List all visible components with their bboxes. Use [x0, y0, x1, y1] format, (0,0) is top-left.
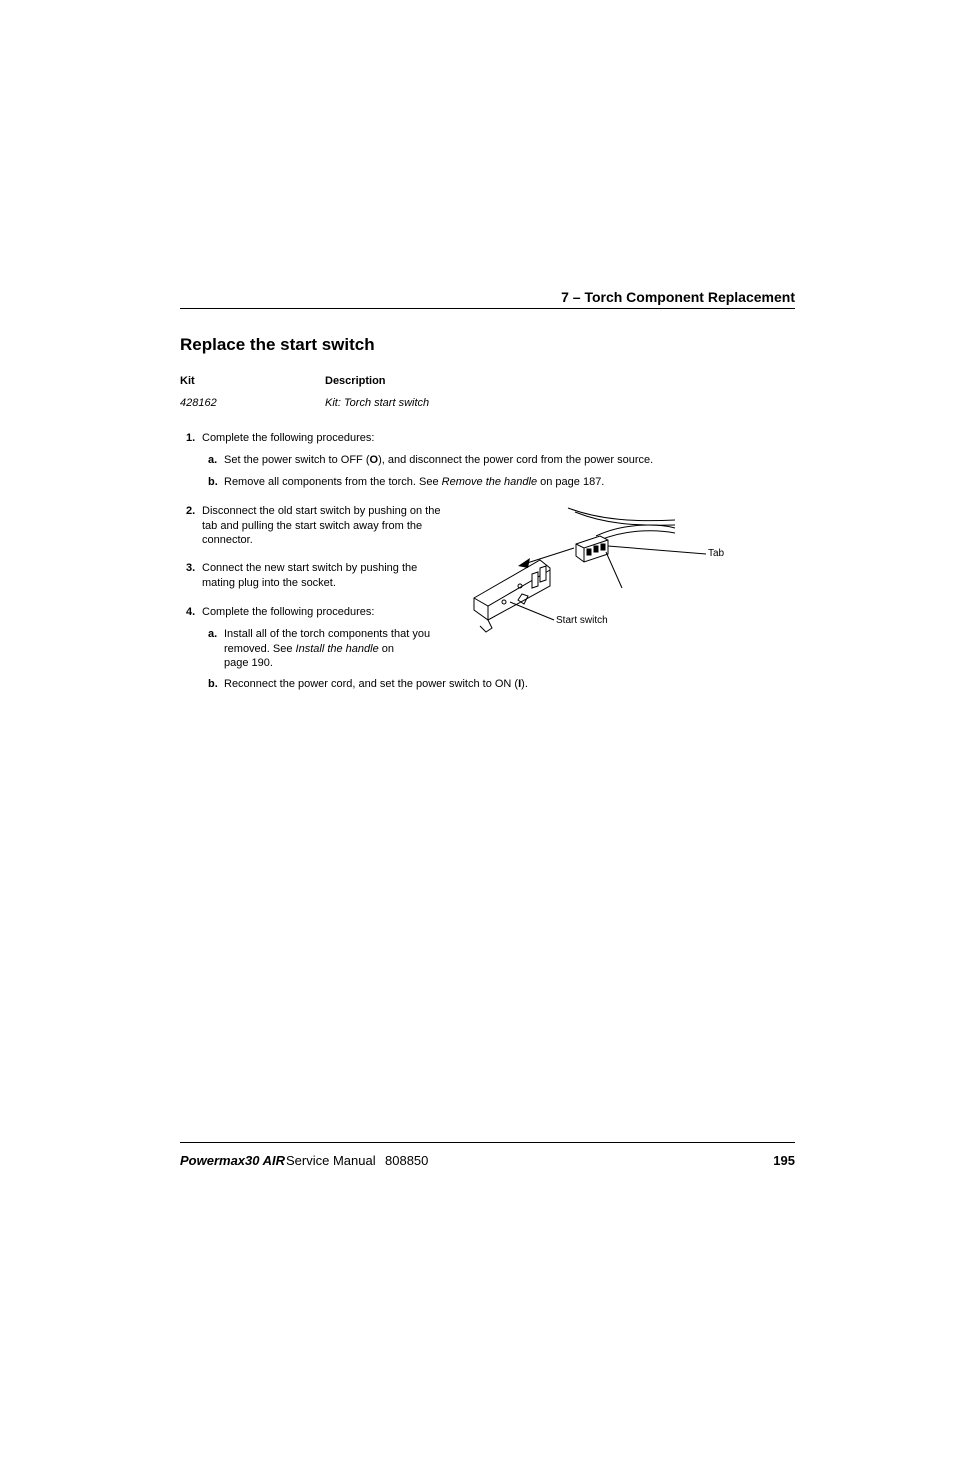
- wire-2: [596, 525, 675, 536]
- step-1b-text: Remove all components from the torch. See Remove the handle on page 187.: [224, 476, 605, 488]
- tab-label: Tab: [708, 548, 725, 559]
- switch-body: [474, 560, 550, 620]
- step-2-text: Disconnect the old start switch by pushing on the tab and pulling the start switch away from the connector.: [202, 505, 441, 546]
- step-4b-text: Reconnect the power cord, and set the power switch to ON (I).: [224, 678, 528, 690]
- description-column-header: Description: [325, 375, 386, 387]
- chapter-heading: 7 – Torch Component Replacement: [561, 289, 795, 305]
- footer-manual: Service Manual: [286, 1153, 376, 1168]
- footer-rule: [180, 1142, 795, 1143]
- step-4a-letter: a.: [208, 628, 218, 640]
- step-1a-letter: a.: [208, 454, 218, 466]
- kit-description: Kit: Torch start switch: [325, 397, 430, 409]
- wire-1: [568, 508, 675, 521]
- step-3-number: 3.: [186, 562, 196, 574]
- connector-pointer: [606, 552, 622, 588]
- step-2-number: 2.: [186, 505, 196, 517]
- step-4-number: 4.: [186, 606, 196, 618]
- arrow-head-icon: [518, 558, 530, 568]
- insertion-arrow: [524, 548, 574, 564]
- switch-lever: [480, 620, 492, 632]
- step-4b-letter: b.: [208, 678, 218, 690]
- tab-leader: [608, 546, 706, 554]
- step-1b-letter: b.: [208, 476, 218, 488]
- header-rule: [180, 308, 795, 309]
- footer-part-number: 808850: [385, 1153, 429, 1168]
- kit-column-header: Kit: [180, 375, 195, 387]
- step-1-text: Complete the following procedures:: [202, 432, 375, 444]
- step-1-number: 1.: [186, 432, 196, 444]
- step-1a-text: Set the power switch to OFF (O), and disconnect the power cord from the power source.: [224, 454, 654, 466]
- start-switch-leader: [510, 602, 554, 620]
- kit-number: 428162: [180, 397, 217, 409]
- step-3-text: Connect the new start switch by pushing the mating plug into the socket.: [202, 562, 418, 589]
- page-number: 195: [773, 1153, 795, 1168]
- footer-product: Powermax30 AIR: [180, 1153, 286, 1168]
- section-title: Replace the start switch: [180, 335, 375, 354]
- start-switch-label: Start switch: [556, 615, 608, 626]
- step-4a-text: Install all of the torch components that you removed. See Install the handle on page 190.: [224, 628, 431, 669]
- step-4-text: Complete the following procedures:: [202, 606, 375, 618]
